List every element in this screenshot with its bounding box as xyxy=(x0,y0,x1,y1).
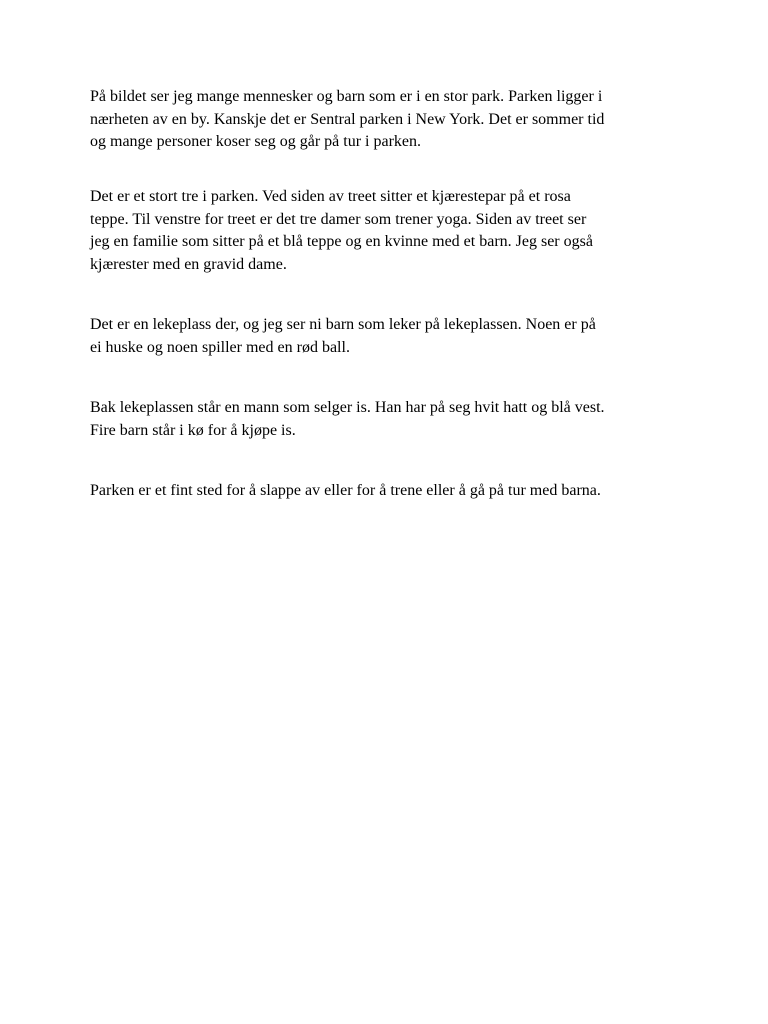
paragraph-4 xyxy=(90,397,605,442)
paragraph-1-line-1: På bildet ser jeg mange mennesker og barn som er i en stor park. Parken ligger i xyxy=(90,88,603,105)
paragraph-1-line-3: og mange personer koser seg og går på tur i parken. xyxy=(90,133,421,150)
paragraph-4-line-2: Fire barn står i kø for å kjøpe is. xyxy=(90,421,296,439)
paragraph-5-line-1: Parken er et fint sted for å slappe av eller for å trene eller å gå på tur med barna. xyxy=(90,482,601,499)
paragraph-2 xyxy=(90,186,593,276)
paragraph-4-line-1: Bak lekeplassen står en mann som selger is. Han har på seg hvit hatt og blå vest. xyxy=(90,399,605,416)
paragraph-3 xyxy=(90,314,596,359)
paragraph-3-line-2: ei huske og noen spiller med en rød ball. xyxy=(90,338,350,356)
paragraph-2-line-3: jeg en familie som sitter på et blå teppe og en kvinne med et barn. Jeg ser også xyxy=(90,233,593,250)
paragraph-5 xyxy=(90,480,601,503)
paragraph-1-line-2: nærheten av en by. Kanskje det er Sentral parken i New York. Det er sommer tid xyxy=(90,110,605,128)
paragraph-1 xyxy=(90,86,604,154)
paragraph-3-line-1: Det er en lekeplass der, og jeg ser ni barn som leker på lekeplassen. Noen er på xyxy=(90,316,596,333)
paragraph-2-line-4: kjærester med en gravid dame. xyxy=(90,255,287,273)
paragraph-2-line-1: Det er et stort tre i parken. Ved siden av treet sitter et kjærestepar på et rosa xyxy=(90,188,571,205)
paragraph-2-line-2: teppe. Til venstre for treet er det tre damer som trener yoga. Siden av treet ser xyxy=(90,210,587,228)
